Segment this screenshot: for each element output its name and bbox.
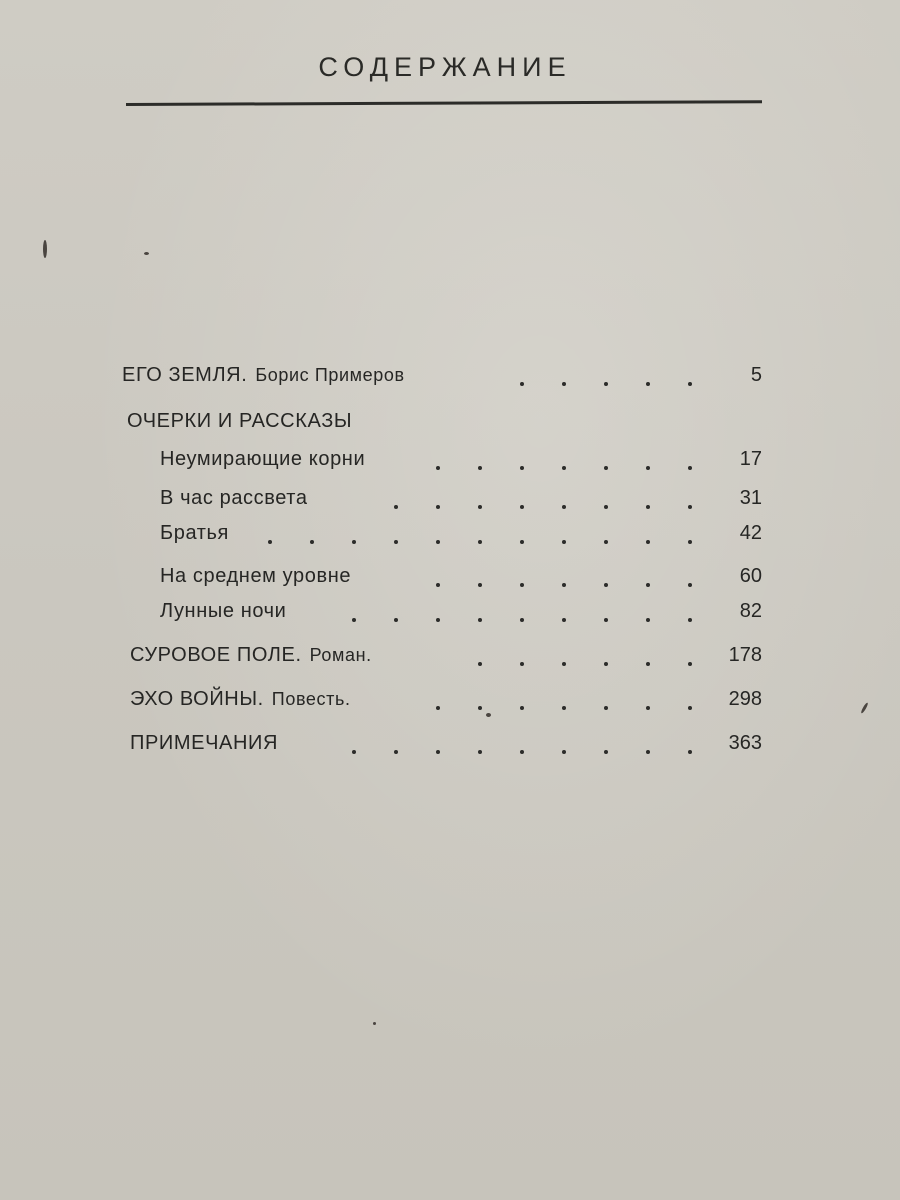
- leader-dot: [562, 540, 566, 544]
- toc-entry-main-title: ЭХО ВОЙНЫ.: [130, 688, 264, 710]
- leader-dot: [478, 618, 482, 622]
- leader-dot: [604, 706, 608, 710]
- leader-dot: [604, 750, 608, 754]
- leader-dot: [436, 540, 440, 544]
- toc-entry-page: 5: [750, 364, 762, 386]
- toc-entry-ekho-voyny: [0, 688, 900, 718]
- toc-entry-title: Братья: [160, 522, 229, 544]
- leader-dot: [688, 662, 692, 666]
- leader-dot: [604, 540, 608, 544]
- toc-entry-title: [130, 644, 372, 667]
- dot-leaders: [340, 608, 688, 622]
- leader-dot: [646, 505, 650, 509]
- leader-dot: [688, 505, 692, 509]
- leader-dot: [310, 540, 314, 544]
- dot-leaders: [425, 696, 688, 710]
- toc-entry-title: В час рассвета: [160, 487, 308, 509]
- leader-dot: [520, 706, 524, 710]
- leader-dot: [520, 662, 524, 666]
- leader-dot: [562, 706, 566, 710]
- leader-dot: [562, 466, 566, 470]
- toc-entry-page: 60: [739, 565, 762, 587]
- toc-section-title: ОЧЕРКИ И РАССКАЗЫ: [127, 410, 353, 432]
- toc-entry-title: ПРИМЕЧАНИЯ: [130, 732, 279, 754]
- leader-dot: [436, 466, 440, 470]
- toc-entry-main-title: СУРОВОЕ ПОЛЕ.: [130, 644, 302, 666]
- leader-dot: [604, 466, 608, 470]
- toc-entry-lunnye-nochi: [0, 600, 900, 630]
- contents-heading: СОДЕРЖАНИЕ: [318, 52, 572, 82]
- leader-dot: [520, 505, 524, 509]
- leader-dot: [520, 750, 524, 754]
- toc-entry-author: Борис Примеров: [255, 365, 405, 385]
- leader-dot: [688, 466, 692, 470]
- leader-dot: [688, 706, 692, 710]
- leader-dot: [520, 540, 524, 544]
- leader-dot: [646, 466, 650, 470]
- toc-entry-page: 178: [728, 644, 762, 666]
- toc-entry-title: На среднем уровне: [160, 565, 352, 587]
- dot-leaders: [340, 740, 688, 754]
- leader-dot: [478, 583, 482, 587]
- leader-dot: [520, 583, 524, 587]
- toc-entry-main-title: ЕГО ЗЕМЛЯ.: [122, 364, 248, 386]
- leader-dot: [520, 466, 524, 470]
- leader-dot: [646, 662, 650, 666]
- toc-entry-page: 298: [728, 688, 762, 710]
- paper-speck: [43, 240, 47, 258]
- leader-dot: [688, 750, 692, 754]
- toc-entry-genre: Повесть.: [271, 689, 351, 709]
- toc-entry-title: Лунные ночи: [160, 600, 287, 622]
- leader-dot: [604, 382, 608, 386]
- toc-section-ocherki: [0, 410, 900, 440]
- leader-dot: [478, 540, 482, 544]
- leader-dot: [520, 618, 524, 622]
- leader-dot: [562, 662, 566, 666]
- leader-dot: [436, 505, 440, 509]
- leader-dot: [352, 750, 356, 754]
- dot-leaders: [252, 530, 688, 544]
- toc-entry-page: 31: [739, 487, 762, 509]
- leader-dot: [268, 540, 272, 544]
- leader-dot: [688, 583, 692, 587]
- leader-dot: [688, 540, 692, 544]
- leader-dot: [604, 583, 608, 587]
- leader-dot: [352, 618, 356, 622]
- leader-dot: [646, 382, 650, 386]
- dot-leaders: [505, 372, 688, 386]
- leader-dot: [478, 505, 482, 509]
- leader-dot: [562, 750, 566, 754]
- leader-dot: [646, 750, 650, 754]
- leader-dot: [562, 618, 566, 622]
- dot-leaders: [380, 495, 688, 509]
- toc-entry-bratya: [0, 522, 900, 552]
- toc-entry-neumirayushchie-korni: [0, 448, 900, 478]
- leader-dot: [562, 583, 566, 587]
- toc-entry-page: 42: [739, 522, 762, 544]
- leader-dot: [604, 618, 608, 622]
- leader-dot: [436, 618, 440, 622]
- toc-entry-page: 82: [739, 600, 762, 622]
- paper-speck: [144, 252, 149, 255]
- leader-dot: [646, 618, 650, 622]
- leader-dot: [478, 706, 482, 710]
- leader-dot: [646, 706, 650, 710]
- leader-dot: [478, 662, 482, 666]
- paper-speck: [486, 713, 491, 717]
- toc-entry-primechaniya: [0, 732, 900, 762]
- toc-entry-surovoe-pole: [0, 644, 900, 674]
- paper-speck: [373, 1022, 376, 1025]
- leader-dot: [688, 618, 692, 622]
- toc-entry-title: [122, 364, 405, 387]
- dot-leaders: [425, 456, 688, 470]
- leader-dot: [520, 382, 524, 386]
- toc-entry-title: [130, 688, 351, 711]
- dot-leaders: [425, 573, 688, 587]
- leader-dot: [478, 750, 482, 754]
- heading-rule: [126, 100, 762, 106]
- leader-dot: [436, 706, 440, 710]
- leader-dot: [394, 505, 398, 509]
- toc-entry-na-srednem-urovne: [0, 565, 900, 595]
- leader-dot: [604, 505, 608, 509]
- leader-dot: [352, 540, 356, 544]
- toc-entry-genre: Роман.: [309, 645, 372, 665]
- toc-entry-page: 17: [739, 448, 762, 470]
- leader-dot: [478, 466, 482, 470]
- leader-dot: [604, 662, 608, 666]
- toc-entry-v-chas-rassveta: [0, 487, 900, 517]
- leader-dot: [646, 583, 650, 587]
- leader-dot: [394, 540, 398, 544]
- leader-dot: [436, 583, 440, 587]
- toc-entry-ego-zemlya: [0, 364, 900, 394]
- leader-dot: [646, 540, 650, 544]
- leader-dot: [562, 382, 566, 386]
- toc-entry-title: Неумирающие корни: [160, 448, 366, 470]
- leader-dot: [562, 505, 566, 509]
- leader-dot: [394, 618, 398, 622]
- leader-dot: [394, 750, 398, 754]
- toc-entry-page: 363: [728, 732, 762, 754]
- dot-leaders: [462, 652, 688, 666]
- leader-dot: [436, 750, 440, 754]
- leader-dot: [688, 382, 692, 386]
